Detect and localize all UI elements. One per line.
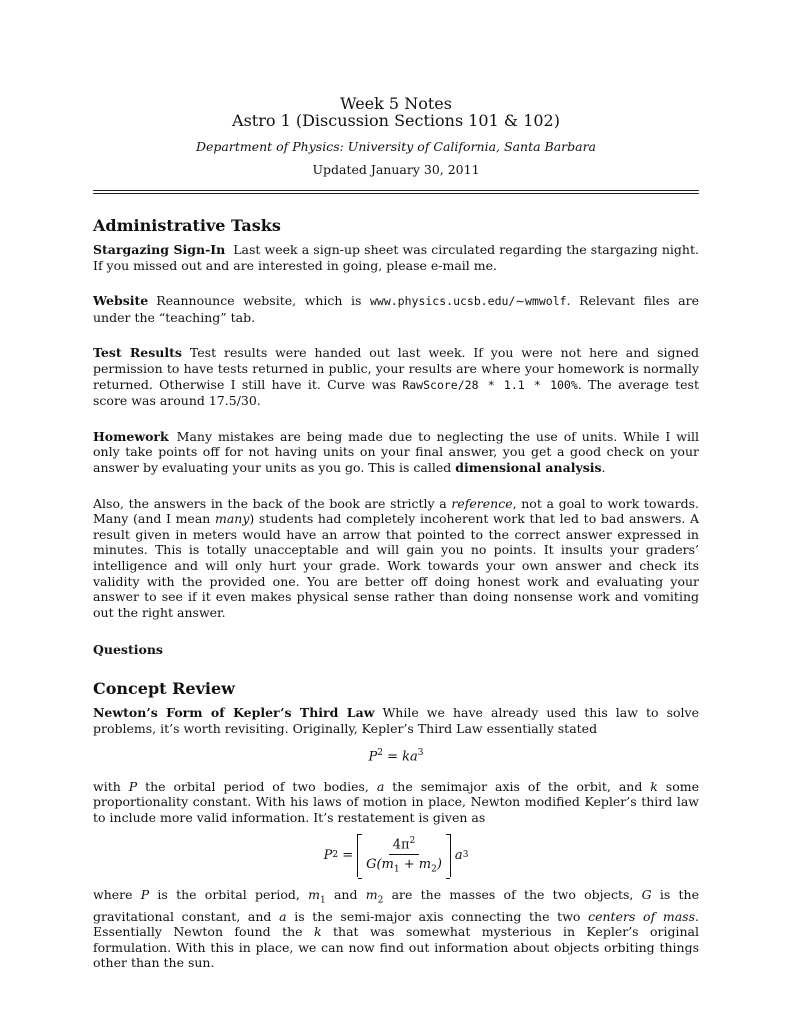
document-title: Week 5 Notes	[340, 94, 452, 113]
equation-newton-kepler: P 2 = $\frac{4\pi^2}{G(m_1 + m_2)}$ a 3	[323, 835, 469, 875]
header-divider	[93, 190, 699, 194]
run-in-newton: Newton’s Form of Kepler’s Third Law	[93, 705, 375, 721]
document-subtitle: Astro 1 (Discussion Sections 101 & 102)	[232, 111, 560, 130]
questions-label: Questions	[93, 642, 163, 658]
document-header	[93, 95, 699, 177]
equation-fraction: $\frac{4\pi^2}{G(m_1 + m_2)}$	[366, 835, 442, 875]
paragraph-test-results: Test Results Test results were handed out last week. If you were not here and signed permission to have tests returned in public, your results are where your homework is normally returned. Otherwise I still have it. Curve was RawScore/28 * 1.1 * 100%. The average test score was around 17.5/30.	[93, 345, 700, 409]
paragraph-homework: Homework Many mistakes are being made due to neglecting the use of units. While I will only take points off for not having units on your final answer, you get a good check on your answer by evaluating your units as you go. This is called dimensional analysis.	[93, 428, 699, 475]
paragraph-website: Website Reannounce website, which is www.physics.ucsb.edu/∼wmwolf. Relevant files are under the “teaching” tab.	[93, 293, 699, 325]
run-in-test-results: Test Results	[93, 345, 182, 361]
document-page	[93, 95, 699, 971]
paragraph-kepler-explain: with P the orbital period of two bodies, a the semimajor axis of the orbit, and k some proportionality constant. With his laws of motion in place, Newton modified Kepler’s third law to include more valid information. It’s restatement is given as	[93, 778, 699, 825]
curve-formula: RawScore/28 * 1.1 * 100%	[402, 377, 578, 392]
paragraph-stargazing: Stargazing Sign-In Last week a sign-up sheet was circulated regarding the stargazing night. If you missed out and are interested in going, please e-mail me.	[93, 242, 699, 273]
paragraph-newton-explain: where P is the orbital period, $m_1$ and $m_2$ are the masses of the two objects, G is the gravitational constant, and a is the semi-major axis connecting the two centers of mass. Essentially Newton found the k that was somewhat mysterious in Kepler’s original formulation. With this in place, we can now find out information about objects orbiting things other than the sun.	[93, 886, 699, 971]
run-in-website: Website	[93, 293, 149, 309]
run-in-homework: Homework	[93, 428, 169, 444]
website-url[interactable]: www.physics.ucsb.edu/∼wmwolf	[369, 294, 567, 309]
dimensional-analysis-term: dimensional analysis	[455, 459, 602, 475]
section-heading-admin: Administrative Tasks	[93, 216, 281, 235]
run-in-stargazing: Stargazing Sign-In	[93, 242, 226, 257]
paragraph-answers: Also, the answers in the back of the book are strictly a reference, not a goal to work towards. Many (and I mean many) students had completely incoherent work that led to bad answers. A result given in meters would have an arrow that pointed to the correct answer expressed in minutes. This is totally unacceptable and will gain you no points. It insults your graders’ intelligence and will only hurt your grade. Work towards your own answer and check its validity with the provided one. You are better off doing honest work and evaluating your answer to see if it even makes physical sense rather than doing nonsense work and vomiting out the right answer.	[93, 495, 699, 620]
equation-kepler: $P^2 = ka^3$	[368, 748, 424, 765]
updated-date: Updated January 30, 2011	[312, 162, 480, 177]
department-line: Department of Physics: University of California, Santa Barbara	[195, 139, 597, 154]
section-heading-concept: Concept Review	[93, 679, 235, 699]
paragraph-newton: Newton’s Form of Kepler’s Third Law While we have already used this law to solve problems, it’s worth revisiting. Originally, Kepler’s Third Law essentially stated	[93, 705, 699, 736]
equation-bracket	[357, 834, 451, 877]
